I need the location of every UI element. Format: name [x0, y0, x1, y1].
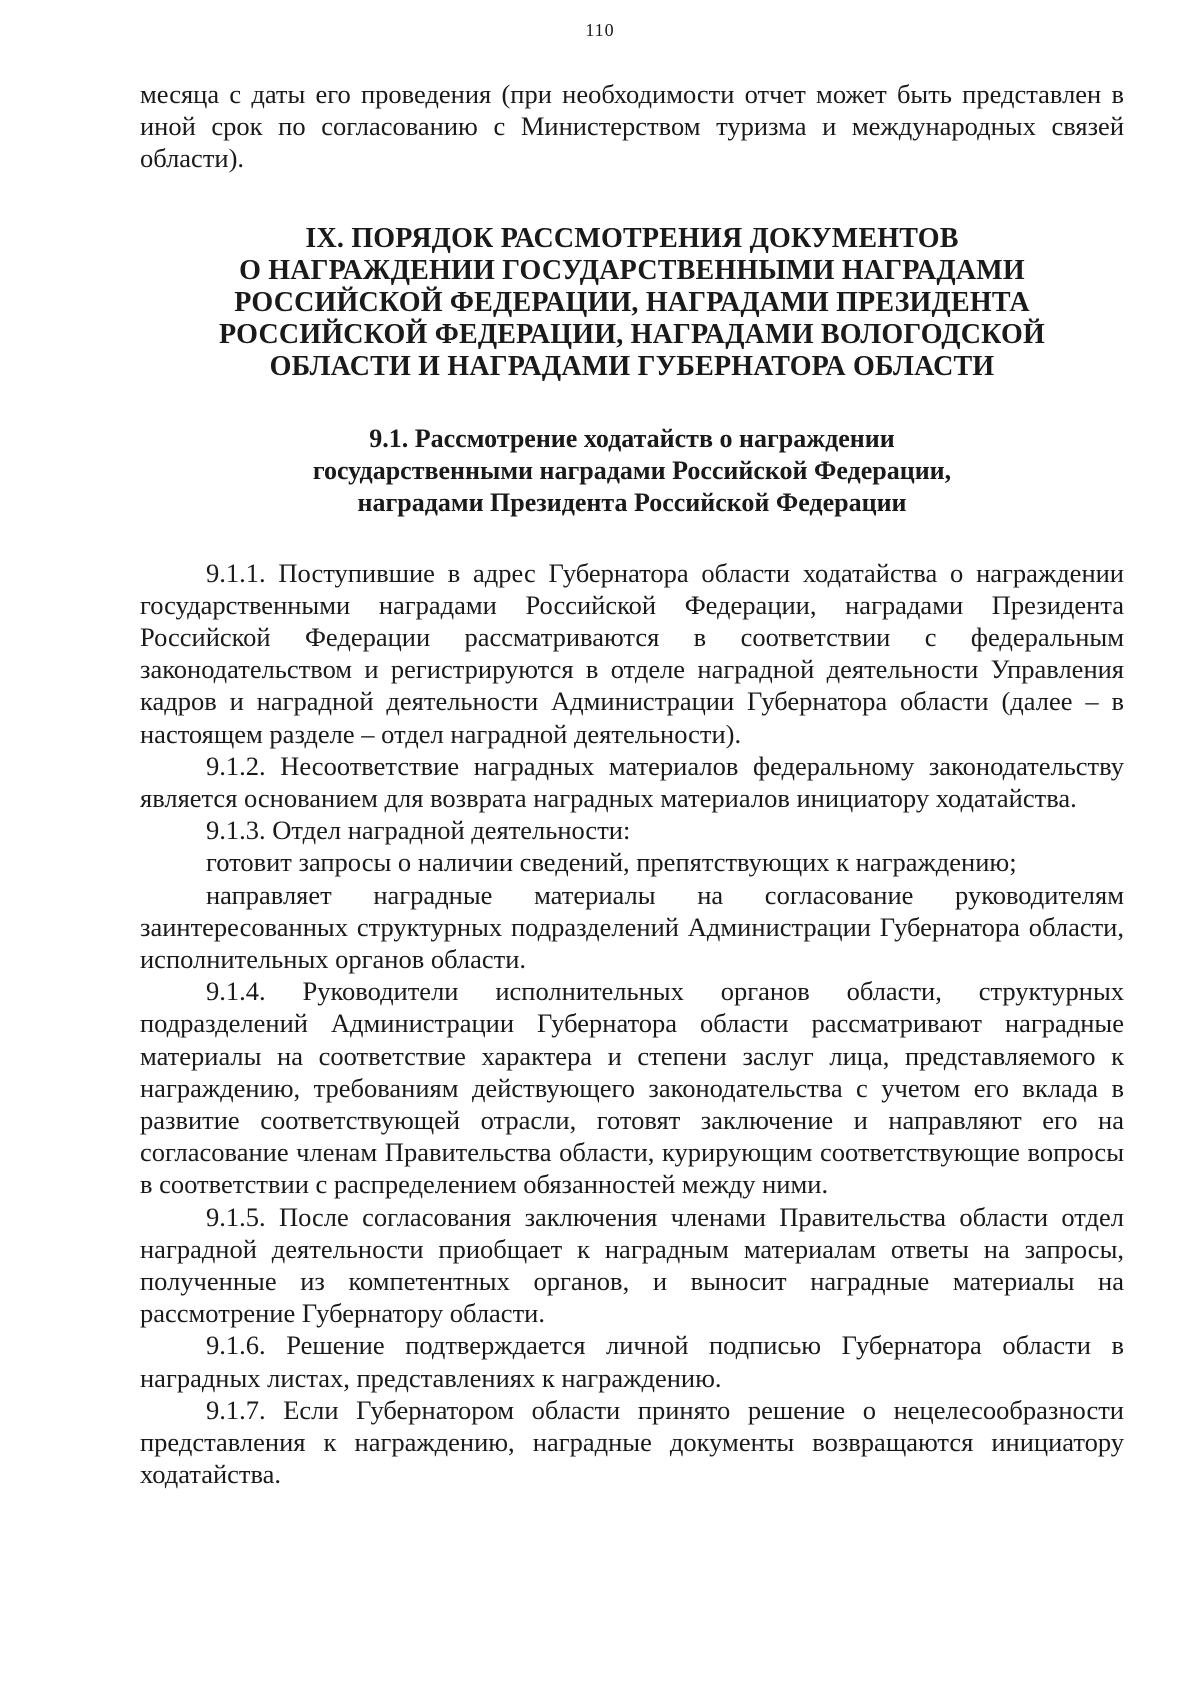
- page-number: 110: [585, 20, 615, 40]
- paragraph-9-1-3: 9.1.3. Отдел наградной деятельности:: [206, 815, 631, 846]
- subsection-title-line: 9.1. Рассмотрение ходатайств о награждении: [369, 423, 895, 453]
- paragraph-9-1-4: 9.1.4. Руководители исполнительных органов области, структурных подразделений Администрации Губернатора области рассматривают наградные материалы на соответствие характера и степени заслуг лица, представляемого к награждению, требованиям действующего законодательства с учетом его вклада в развитие соответствующей отрасли, готовят заключение и направляют его на согласование членам Правительства области, курирующим соответствующие вопросы в соответствии с распределением обязанностей между ними.: [140, 976, 1124, 1200]
- page-content: [140, 78, 1124, 1491]
- paragraph-9-1-3-item: направляет наградные материалы на согласование руководителям заинтересованных структурных подразделений Администрации Губернатора области, исполнительных органов области.: [140, 879, 1124, 975]
- paragraph-9-1-2: 9.1.2. Несоответствие наградных материалов федеральному законодательству является основанием для возврата наградных материалов инициатору ходатайства.: [140, 750, 1124, 814]
- paragraph-9-1-1: 9.1.1. Поступившие в адрес Губернатора области ходатайства о награждении государственными наградами Российской Федерации, наградами Президента Российской Федерации рассматриваются в соответствии с федеральным законодательством и регистрируются в отделе наградной деятельности Управления кадров и наградной деятельности Администрации Губернатора области (далее – в настоящем разделе – отдел наградной деятельности).: [140, 557, 1124, 749]
- section-title-line: О НАГРАЖДЕНИИ ГОСУДАРСТВЕННЫМИ НАГРАДАМИ: [239, 254, 1025, 286]
- section-title: [140, 223, 1124, 383]
- subsection-title-line: наградами Президента Российской Федерации: [357, 487, 907, 517]
- section-title-line: РОССИЙСКОЙ ФЕДЕРАЦИИ, НАГРАДАМИ ПРЕЗИДЕНТА: [234, 286, 1030, 318]
- subsection-title: [140, 423, 1124, 519]
- section-title-line: IX. ПОРЯДОК РАССМОТРЕНИЯ ДОКУМЕНТОВ: [305, 222, 959, 254]
- paragraph-9-1-7: 9.1.7. Если Губернатором области принято решение о нецелесообразности представления к награждению, наградные документы возвращаются инициатору ходатайства.: [140, 1394, 1124, 1490]
- section-title-line: РОССИЙСКОЙ ФЕДЕРАЦИИ, НАГРАДАМИ ВОЛОГОДСКОЙ: [219, 318, 1045, 350]
- subsection-title-line: государственными наградами Российской Федерации,: [312, 455, 952, 485]
- paragraph-9-1-6: 9.1.6. Решение подтверждается личной подписью Губернатора области в наградных листах, представлениях к награждению.: [140, 1330, 1124, 1393]
- intro-paragraph: месяца с даты его проведения (при необходимости отчет может быть представлен в иной срок по согласованию с Министерством туризма и международных связей области).: [140, 79, 1124, 174]
- section-title-line: ОБЛАСТИ И НАГРАДАМИ ГУБЕРНАТОРА ОБЛАСТИ: [269, 350, 995, 382]
- paragraph-9-1-3-item: готовит запросы о наличии сведений, препятствующих к награждению;: [206, 847, 1017, 878]
- paragraph-9-1-5: 9.1.5. После согласования заключения членами Правительства области отдел наградной деятельности приобщает к наградным материалам ответы на запросы, полученные из компетентных органов, и выносит наградные материалы на рассмотрение Губернатору области.: [140, 1201, 1124, 1329]
